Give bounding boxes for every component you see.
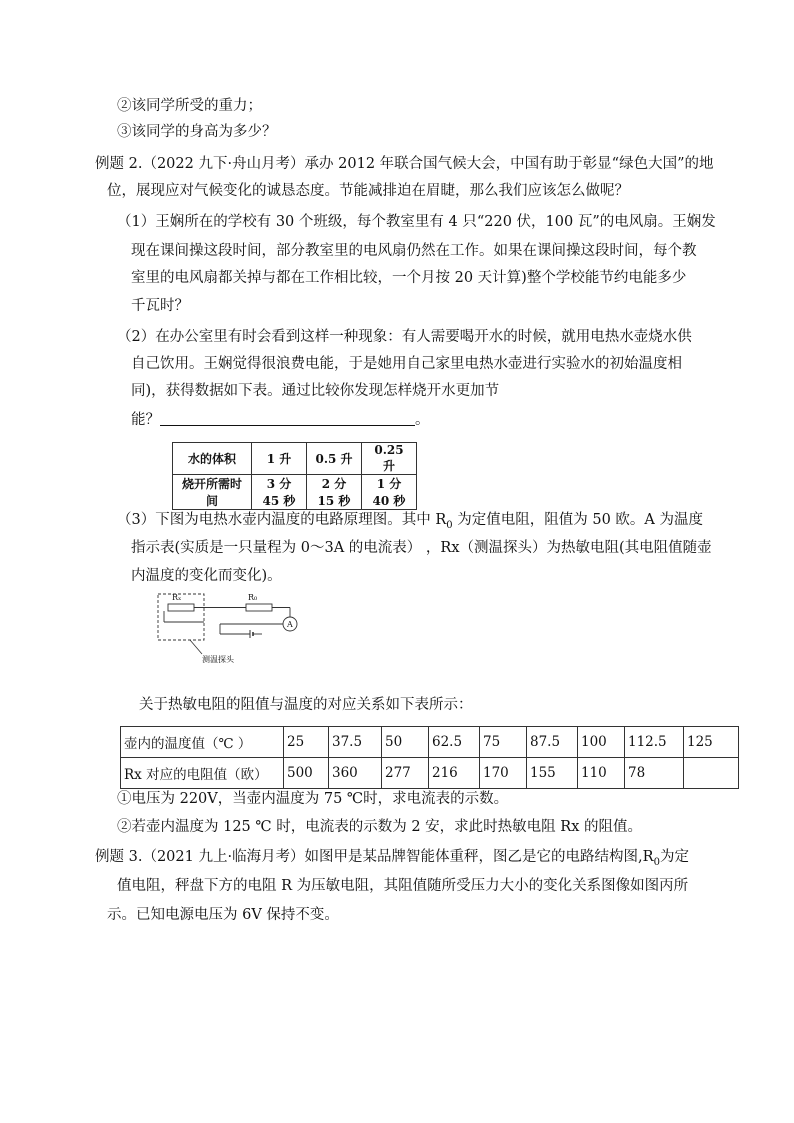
table-cell: 360 <box>329 758 382 789</box>
kettle-time-table <box>172 442 417 510</box>
table-cell: 125 <box>684 727 739 758</box>
text-line: （2）在办公室里有时会看到这样一种现象：有人需要喝开水的时候，就用电热水壶烧水供 <box>117 329 692 345</box>
table-cell: 3 分 45 秒 <box>252 475 307 510</box>
table-cell: 壶内的温度值（℃ ） <box>121 727 284 758</box>
table-cell: 500 <box>284 758 329 789</box>
table-cell: 1 升 <box>252 443 307 475</box>
label-leader <box>190 640 202 654</box>
text-line: 千瓦时？ <box>131 298 189 314</box>
example-3-heading <box>95 846 689 874</box>
text-line: （1）王娴所在的学校有 30 个班级，每个教室里有 4 只“220 伏，100 瓦”的电风扇。王娴发 <box>117 214 716 230</box>
table-row <box>121 727 739 758</box>
question-item-2: ②若壶内温度为 125 ℃ 时，电流表的示数为 2 安，求此时热敏电阻 Rx 的阻值。 <box>117 819 642 835</box>
table-cell: 水的体积 <box>173 443 252 475</box>
table-cell: 0.25 升 <box>362 443 417 475</box>
text: 为定 <box>659 849 689 865</box>
rx-label: Rₓ <box>172 593 182 602</box>
ammeter-label: A <box>287 620 293 629</box>
text-line: 值电阻，秤盘下方的电阻 R 为压敏电阻，其阻值随所受压力大小的变化关系图像如图丙所 <box>117 878 689 894</box>
table-cell: 2 分 15 秒 <box>307 475 362 510</box>
table-cell: 277 <box>382 758 429 789</box>
table-cell: 烧开所需时间 <box>173 475 252 510</box>
text-line: 示。已知电源电压为 6V 保持不变。 <box>107 907 339 923</box>
table-cell: 0.5 升 <box>307 443 362 475</box>
table-cell: Rx 对应的电阻值（欧） <box>121 758 284 789</box>
table-cell: 75 <box>480 727 527 758</box>
example-2-heading: 例题 2.（2022 九下·舟山月考）承办 2012 年联合国气候大会，中国有助于彰显“绿色大国”的地 <box>95 156 714 172</box>
text: 为定值电阻，阻值为 50 欧。A 为温度 <box>452 512 703 528</box>
text: 能？ <box>131 412 160 428</box>
table-cell <box>684 758 739 789</box>
question-item-1: ①电压为 220V，当壶内温度为 75 ℃时，求电流表的示数。 <box>117 791 509 807</box>
table-cell: 50 <box>382 727 429 758</box>
r0-label: R₀ <box>248 593 258 602</box>
text: 例题 3.（2021 九上·临海月考）如图甲是某品牌智能体重秤，图乙是它的电路结构图,R <box>95 849 654 865</box>
text-line: 内温度的变化而变化)。 <box>131 568 282 584</box>
table-cell: 25 <box>284 727 329 758</box>
table-cell: 78 <box>625 758 684 789</box>
text-line: 现在课间操这段时间，部分教室里的电风扇仍然在工作。如果在课间操这段时间，每个教 <box>131 243 697 259</box>
table-cell: 100 <box>578 727 625 758</box>
text-line <box>117 509 703 537</box>
rx-resistor <box>168 604 194 611</box>
table-row <box>121 758 739 789</box>
table-cell: 110 <box>578 758 625 789</box>
answer-blank[interactable] <box>160 411 415 426</box>
circuit-diagram <box>150 588 312 666</box>
thermistor-table <box>120 726 739 789</box>
table-cell: 87.5 <box>527 727 578 758</box>
table-cell: 37.5 <box>329 727 382 758</box>
text: （3）下图为电热水壶内温度的电路原理图。其中 R <box>117 512 447 528</box>
table-cell: 216 <box>429 758 480 789</box>
question-item-3: ③该同学的身高为多少？ <box>117 124 277 140</box>
text-line: 关于热敏电阻的阻值与温度的对应关系如下表所示： <box>139 697 473 713</box>
table-cell: 170 <box>480 758 527 789</box>
text-line: 自己饮用。王娴觉得很浪费电能，于是她用自己家里电热水壶进行实验水的初始温度相 <box>131 356 682 372</box>
subscript: 0 <box>653 856 660 868</box>
question-item-2: ②该同学所受的重力； <box>117 98 262 114</box>
text-line: 位，展现应对气候变化的诚恳态度。节能减排迫在眉睫，那么我们应该怎么做呢？ <box>107 183 629 199</box>
text: 。 <box>415 412 430 428</box>
subscript: 0 <box>446 519 453 531</box>
r0-resistor <box>246 604 272 611</box>
text-line: 同)，获得数据如下表。通过比较你发现怎样烧开水更加节 <box>131 383 500 399</box>
table-cell: 112.5 <box>625 727 684 758</box>
table-cell: 62.5 <box>429 727 480 758</box>
probe-label: 测温探头 <box>202 655 234 664</box>
text-line: 室里的电风扇都关掉与都在工作相比较，一个月按 20 天计算)整个学校能节约电能多少 <box>131 270 687 286</box>
table-cell: 1 分 40 秒 <box>362 475 417 510</box>
text-line: 指示表(实质是一只量程为 0～3A 的电流表） ，Rx（测温探头）为热敏电阻(其电阻值随壶 <box>131 540 712 556</box>
answer-line <box>131 409 430 431</box>
table-cell: 155 <box>527 758 578 789</box>
table-row <box>173 475 417 510</box>
table-row <box>173 443 417 475</box>
